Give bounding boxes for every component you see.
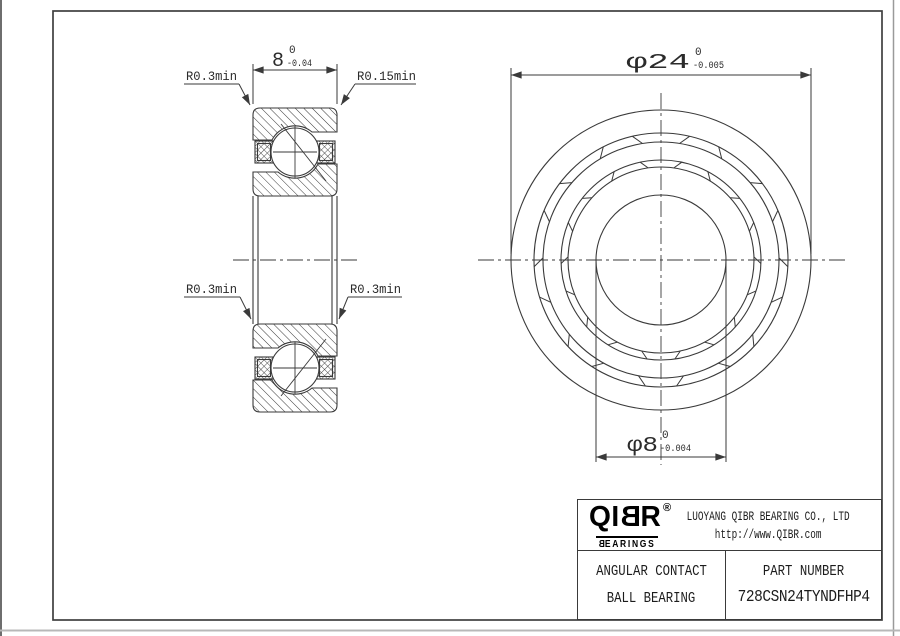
cage-pocket-edge — [587, 317, 588, 327]
logo-text: QIBR — [589, 501, 662, 533]
section-view — [233, 108, 357, 412]
cage-pocket-edge — [544, 210, 549, 221]
cage-pocket-edge — [730, 198, 740, 199]
cage-pocket-edge — [582, 198, 592, 199]
cage-pocket-edge — [568, 334, 569, 346]
bore-dia-value: φ8 — [627, 435, 658, 458]
company-logo — [578, 500, 672, 550]
company-name: LUOYANG QIBR BEARING CO., LTD — [686, 508, 850, 524]
cage-pocket-edge — [734, 317, 735, 327]
cage-pocket-edge — [750, 183, 762, 184]
leader-br — [339, 297, 348, 319]
cage-pocket-edge — [674, 162, 682, 168]
cage-pocket-edge — [608, 342, 617, 345]
outer-dia-tol-upper: 0 — [695, 47, 702, 59]
leader-tr — [341, 84, 355, 105]
logo-divider-line — [596, 536, 658, 538]
cage-pocket-edge — [568, 223, 572, 232]
width-dim-tol-lower: -0.04 — [287, 59, 312, 70]
width-dim-value: 8 — [272, 50, 285, 73]
cage-pocket-edge — [640, 162, 648, 168]
cage-pocket-edge — [632, 136, 642, 143]
cage-pocket-edge — [773, 210, 778, 221]
product-type-line1: ANGULAR CONTACT — [596, 563, 707, 580]
cage-pocket-edge — [749, 223, 753, 232]
registered-trademark-icon: ® — [663, 502, 672, 514]
cage-pocket-edge — [560, 183, 572, 184]
cage-pocket-edge — [534, 258, 543, 267]
front-view — [478, 93, 846, 465]
cage-pocket-edge — [680, 136, 690, 143]
outer-dia-value: φ24 — [626, 52, 690, 75]
title-block-header-row — [578, 500, 881, 551]
label-radius-top-left: R0.3min — [186, 69, 237, 84]
width-dim-tol-upper: 0 — [289, 45, 296, 57]
label-radius-top-right: R0.15min — [357, 69, 416, 84]
cage-pocket-edge — [705, 342, 714, 345]
bore-dia-tol-lower: -0.004 — [660, 444, 691, 455]
part-number-value: 728CSN24TYNDFHP4 — [737, 588, 870, 607]
logo-subtext: BEARINGS — [597, 539, 656, 550]
cage-pocket-edge — [592, 363, 604, 366]
company-website[interactable]: http://www.QIBR.com — [714, 526, 822, 542]
width-dimension — [253, 64, 337, 104]
title-block — [577, 499, 882, 620]
cage-pocket-edge — [779, 258, 788, 267]
leader-tl — [239, 84, 250, 105]
part-number-label: PART NUMBER — [762, 563, 844, 580]
cage-pocket-edge — [753, 334, 754, 346]
label-radius-bottom-left: R0.3min — [186, 282, 237, 297]
product-type-cell — [578, 551, 726, 619]
title-block-detail-row — [578, 551, 881, 619]
outer-dia-tol-lower: -0.005 — [693, 61, 724, 72]
product-type-line2: BALL BEARING — [607, 590, 696, 607]
part-number-cell — [726, 551, 881, 619]
leader-bl — [240, 297, 251, 319]
label-radius-bottom-right: R0.3min — [350, 282, 401, 297]
cage-pocket-edge — [718, 363, 730, 366]
company-info — [655, 500, 881, 550]
bore-dia-tol-upper: 0 — [662, 430, 669, 442]
